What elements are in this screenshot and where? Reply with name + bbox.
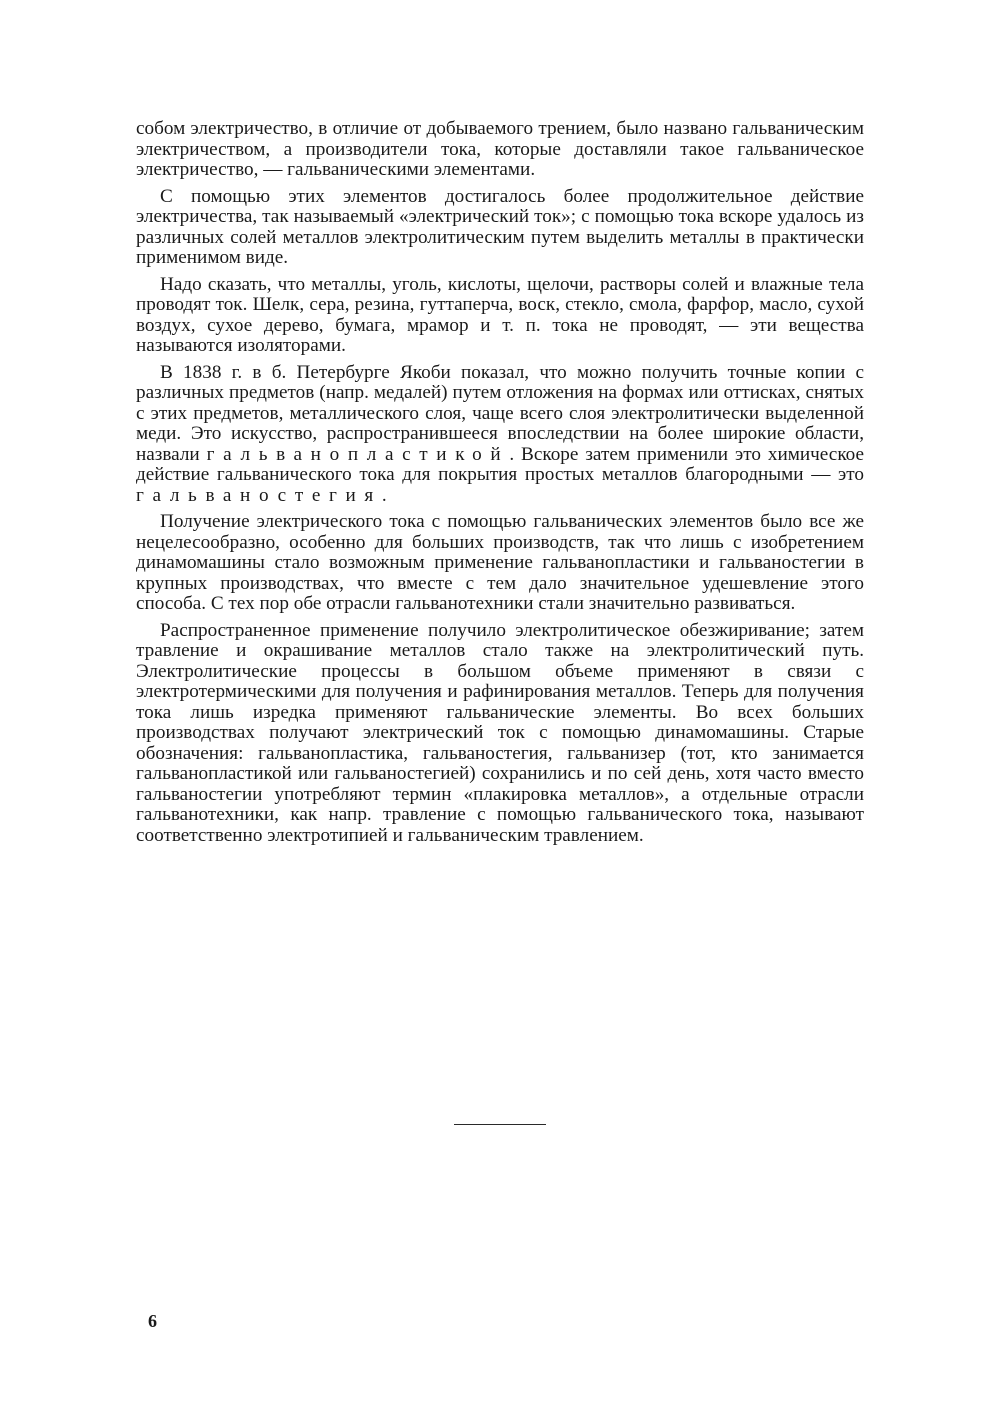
term-galvanoplastika: гальванопластикой	[206, 443, 510, 465]
paragraph-2: С помощью этих элементов достигалось более продолжительное действие электричества, так называемый «электрический ток»; с помощью тока вскоре удалось из различных солей металлов электролитическим путем выделить металлы в практически применимом виде.	[136, 185, 864, 268]
paragraph-4-part-2: . Вскоре затем применили это химическое действие гальванического тока для покрытия простых металлов благородными — это	[136, 443, 865, 485]
paragraph-4-part-3: .	[381, 484, 387, 506]
paragraph-4-part-1: В 1838 г. в б. Петербурге Якоби показал, что можно получить точные копии с различных предметов (напр. медалей) путем отложения на формах или оттисках, снятых с этих предметов, металлического слоя, чаще всего слоя электролитически выделенной меди. Это искусство, распространившееся впоследствии на более широкие области, назвали	[136, 361, 864, 465]
section-divider	[454, 1124, 546, 1125]
paragraph-3: Надо сказать, что металлы, уголь, кислоты, щелочи, растворы солей и влажные тела проводят ток. Шелк, сера, резина, гуттаперча, воск, стекло, смола, фарфор, масло, сухой воздух, сухое дерево, бумага, мрамор и т. п. тока не проводят, — эти вещества называются изоляторами.	[136, 273, 864, 356]
paragraph-6: Распространенное применение получило электролитическое обезжиривание; затем травление и окрашивание металлов стало также на электролитический путь. Электролитические процессы в большом объеме применяют в связи с электротермическими для получения и рафинирования металлов. Теперь для получения тока лишь изредка применяют гальванические элементы. Во всех больших производствах получают электрический ток с помощью динамомашины. Старые обозначения: гальванопластика, гальваностегия, гальванизер (тот, кто занимается гальванопластикой или гальваностегией) сохранились и по сей день, хотя часто вместо гальваностегии употребляют термин «плакировка металлов», а отдельные отрасли гальванотехники, как напр. травление с помощью гальванического тока, называют соответственно электротипией и гальваническим травлением.	[136, 619, 864, 846]
term-galvanostegiya: гальваностегия	[136, 484, 382, 506]
body-text	[136, 119, 864, 852]
paragraph-4	[136, 363, 864, 507]
paragraph-5: Получение электрического тока с помощью гальванических элементов было все же нецелесообразно, особенно для больших производств, так что лишь с изобретением динамомашины стало возможным применение гальванопластики и гальваностегии в крупных производствах, что вместе с тем дало значительное удешевление этого способа. С тех пор обе отрасли гальванотехники стали значительно развиваться.	[136, 511, 864, 614]
paragraph-1: собом электричество, в отличие от добываемого трением, было названо гальваническим электричеством, а производители тока, которые доставляли такое гальваническое электричество, — гальваническими элементами.	[136, 118, 864, 180]
page-number: 6	[148, 1311, 157, 1331]
